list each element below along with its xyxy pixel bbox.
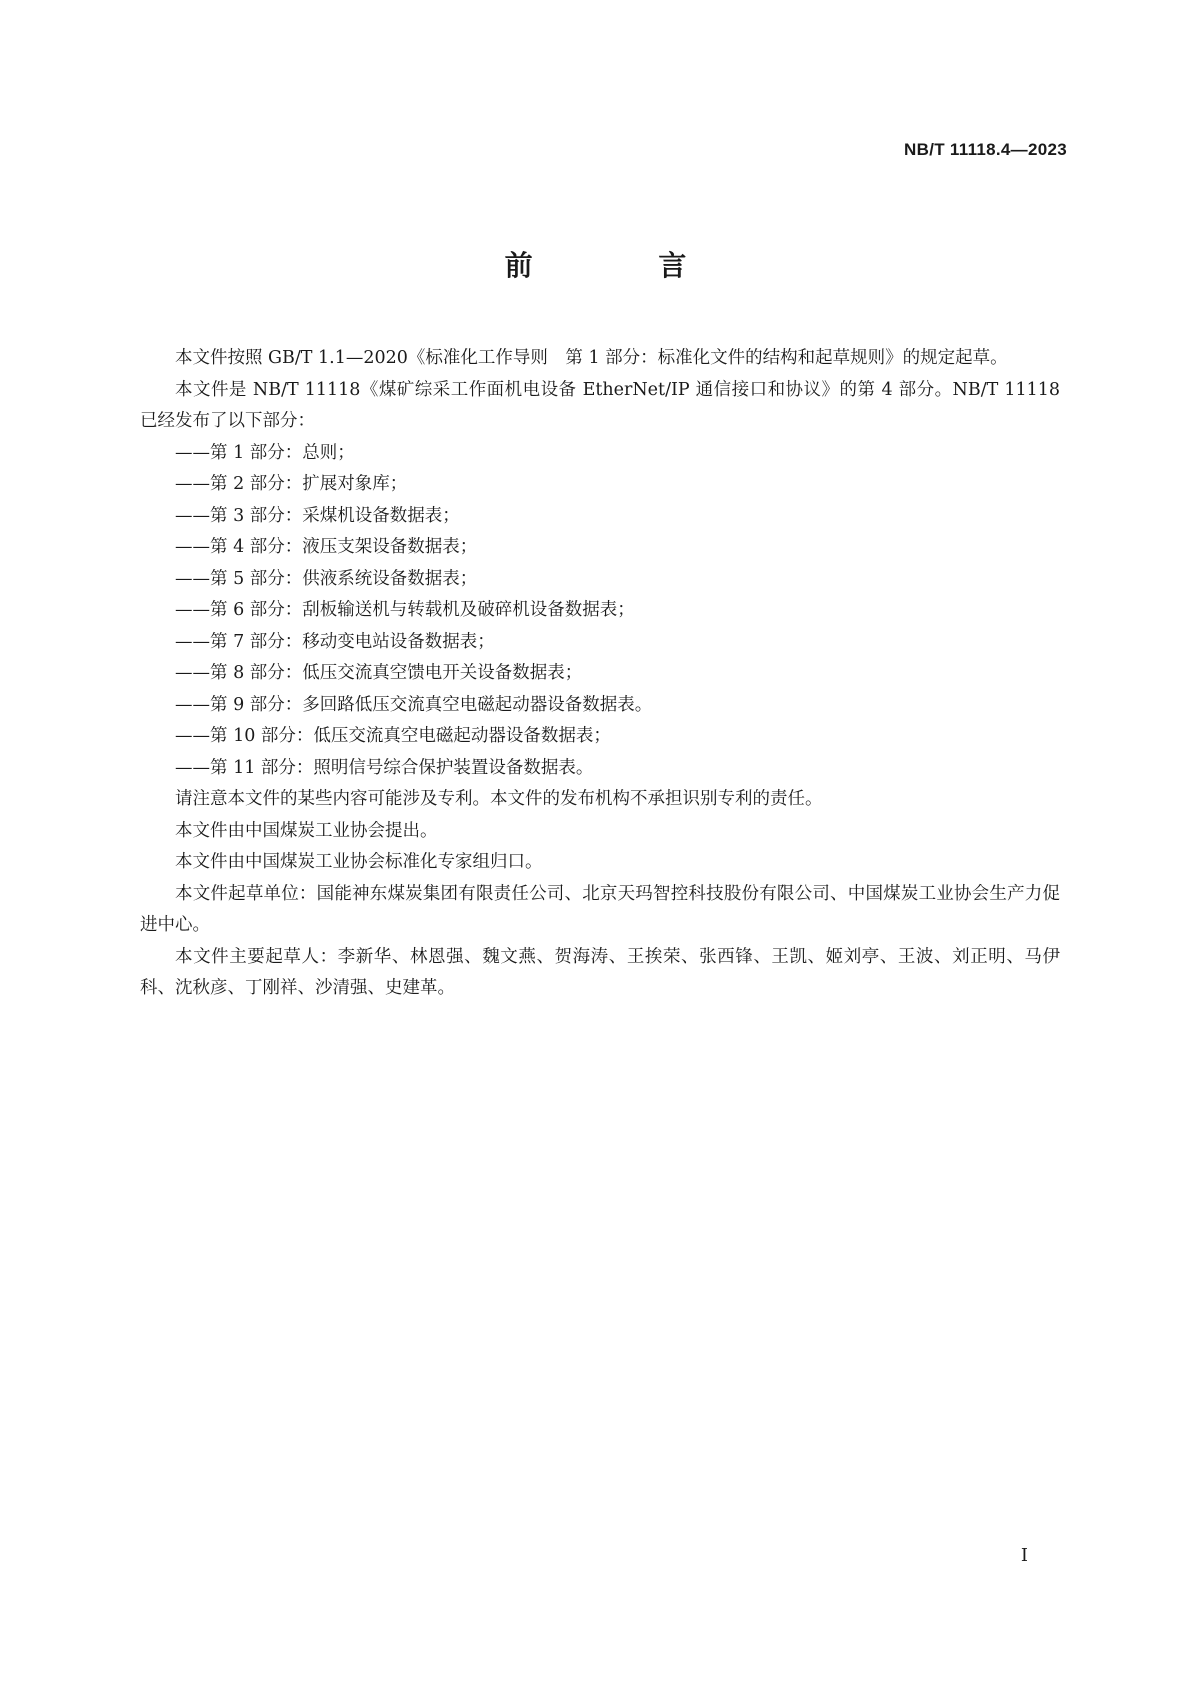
page-title: 前 言 (504, 249, 745, 282)
list-item: ——第 9 部分：多回路低压交流真空电磁起动器设备数据表。 (175, 694, 653, 715)
parts-list (140, 438, 1060, 785)
standard-code: NB/T 11118.4—2023 (904, 140, 1067, 159)
page-number: I (1020, 1545, 1028, 1566)
list-item: ——第 7 部分：移动变电站设备数据表； (175, 631, 495, 652)
list-item: ——第 5 部分：供液系统设备数据表； (175, 568, 478, 589)
paragraph-technical-committee: 本文件由中国煤炭工业协会标准化专家组归口。 (175, 852, 543, 872)
paragraph-main-drafters: 本文件主要起草人：李新华、林恩强、魏文燕、贺海涛、王挨荣、张西锋、王凯、姬刘亭、王波、刘正明、马伊科、沈秋彦、丁刚祥、沙清强、史建革。 (140, 946, 1060, 998)
list-item: ——第 11 部分：照明信号综合保护装置设备数据表。 (175, 757, 594, 778)
paragraph-drafting-organizations: 本文件起草单位：国能神东煤炭集团有限责任公司、北京天玛智控科技股份有限公司、中国煤炭工业协会生产力促进中心。 (140, 883, 1060, 935)
list-item: ——第 1 部分：总则； (175, 442, 355, 463)
paragraph-series-intro: 本文件是 NB/T 11118《煤矿综采工作面机电设备 EtherNet/IP 通信接口和协议》的第 4 部分。NB/T 11118 已经发布了以下部分： (140, 379, 1060, 431)
list-item: ——第 8 部分：低压交流真空馈电开关设备数据表； (175, 663, 583, 683)
paragraph-proposer: 本文件由中国煤炭工业协会提出。 (175, 820, 438, 841)
list-item: ——第 10 部分：低压交流真空电磁起动器设备数据表； (175, 726, 611, 746)
foreword-body (140, 343, 1060, 1005)
paragraph-drafting-rules: 本文件按照 GB/T 1.1—2020《标准化工作导则 第 1 部分：标准化文件的结构和起草规则》的规定起草。 (175, 348, 1008, 368)
paragraph-patent-notice: 请注意本文件的某些内容可能涉及专利。本文件的发布机构不承担识别专利的责任。 (175, 789, 823, 809)
list-item: ——第 4 部分：液压支架设备数据表； (175, 537, 478, 557)
list-item: ——第 6 部分：刮板输送机与转载机及破碎机设备数据表； (175, 600, 635, 620)
list-item: ——第 3 部分：采煤机设备数据表； (175, 505, 460, 526)
list-item: ——第 2 部分：扩展对象库； (175, 474, 408, 494)
